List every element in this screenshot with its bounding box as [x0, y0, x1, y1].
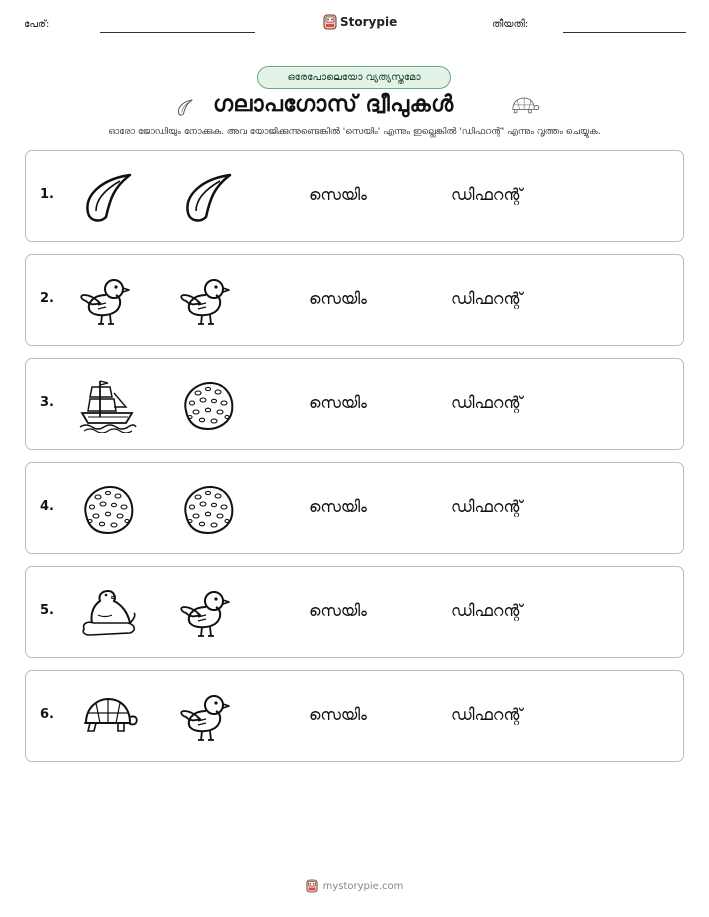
same-option[interactable]: സെയിം — [309, 393, 367, 412]
same-option[interactable]: സെയിം — [309, 497, 367, 516]
bird-icon — [78, 273, 138, 329]
same-option[interactable]: സെയിം — [309, 705, 367, 724]
bird-icon — [178, 585, 238, 641]
rock-icon — [178, 377, 238, 433]
different-option[interactable]: ഡിഫറന്റ് — [451, 185, 523, 204]
ship-icon — [78, 377, 138, 433]
bird-icon — [178, 273, 238, 329]
same-option[interactable]: സെയിം — [309, 601, 367, 620]
claw-icon — [78, 169, 138, 225]
row-number: 4. — [40, 499, 54, 514]
bird-icon — [178, 689, 238, 745]
date-label: തീയതി: — [492, 19, 529, 30]
pair-row-6 — [25, 670, 684, 762]
pair-row-1 — [25, 150, 684, 242]
different-option[interactable]: ഡിഫറന്റ് — [451, 705, 523, 724]
date-line — [563, 32, 686, 33]
pair-row-4 — [25, 462, 684, 554]
different-option[interactable]: ഡിഫറന്റ് — [451, 393, 523, 412]
pair-row-5 — [25, 566, 684, 658]
claw-icon — [172, 96, 198, 118]
worksheet-header — [0, 10, 709, 40]
brand-logo — [323, 14, 397, 30]
rock-icon — [178, 481, 238, 537]
footer-site-link[interactable]: mystorypie.com — [322, 880, 404, 892]
different-option[interactable]: ഡിഫറന്റ് — [451, 289, 523, 308]
name-label: പേര്: — [24, 19, 50, 30]
badge-label: ഒരേപോലെയോ വ്യത്യസ്തമോ — [287, 72, 421, 83]
row-number: 6. — [40, 707, 54, 722]
pair-row-2 — [25, 254, 684, 346]
storypie-mascot-icon — [323, 14, 337, 30]
row-number: 3. — [40, 395, 54, 410]
title-row — [0, 90, 709, 122]
storypie-mascot-icon — [306, 879, 318, 893]
pair-row-3 — [25, 358, 684, 450]
same-option[interactable]: സെയിം — [309, 289, 367, 308]
same-option[interactable]: സെയിം — [309, 185, 367, 204]
tortoise-icon — [506, 94, 540, 118]
brand-name: Storypie — [340, 15, 398, 29]
seal-icon — [78, 585, 138, 641]
different-option[interactable]: ഡിഫറന്റ് — [451, 497, 523, 516]
page-title: ഗലാപഗോസ് ദ്വീപുകൾ — [213, 92, 454, 117]
row-number: 5. — [40, 603, 54, 618]
tortoise-icon — [78, 689, 138, 745]
footer — [0, 879, 709, 893]
row-number: 1. — [40, 187, 54, 202]
row-number: 2. — [40, 291, 54, 306]
claw-icon — [178, 169, 238, 225]
different-option[interactable]: ഡിഫറന്റ് — [451, 601, 523, 620]
name-line — [100, 32, 255, 33]
worksheet-type-badge — [257, 66, 451, 89]
rock-icon — [78, 481, 138, 537]
instructions: ഓരോ ജോഡിയും നോക്കുക. അവ യോജിക്കുന്നുണ്ടെങ്കിൽ 'സെയിം' എന്നും ഇല്ലെങ്കിൽ 'ഡിഫറന്റ്' എന്നും വൃത്തം ചെയ്യുക. — [108, 127, 601, 137]
